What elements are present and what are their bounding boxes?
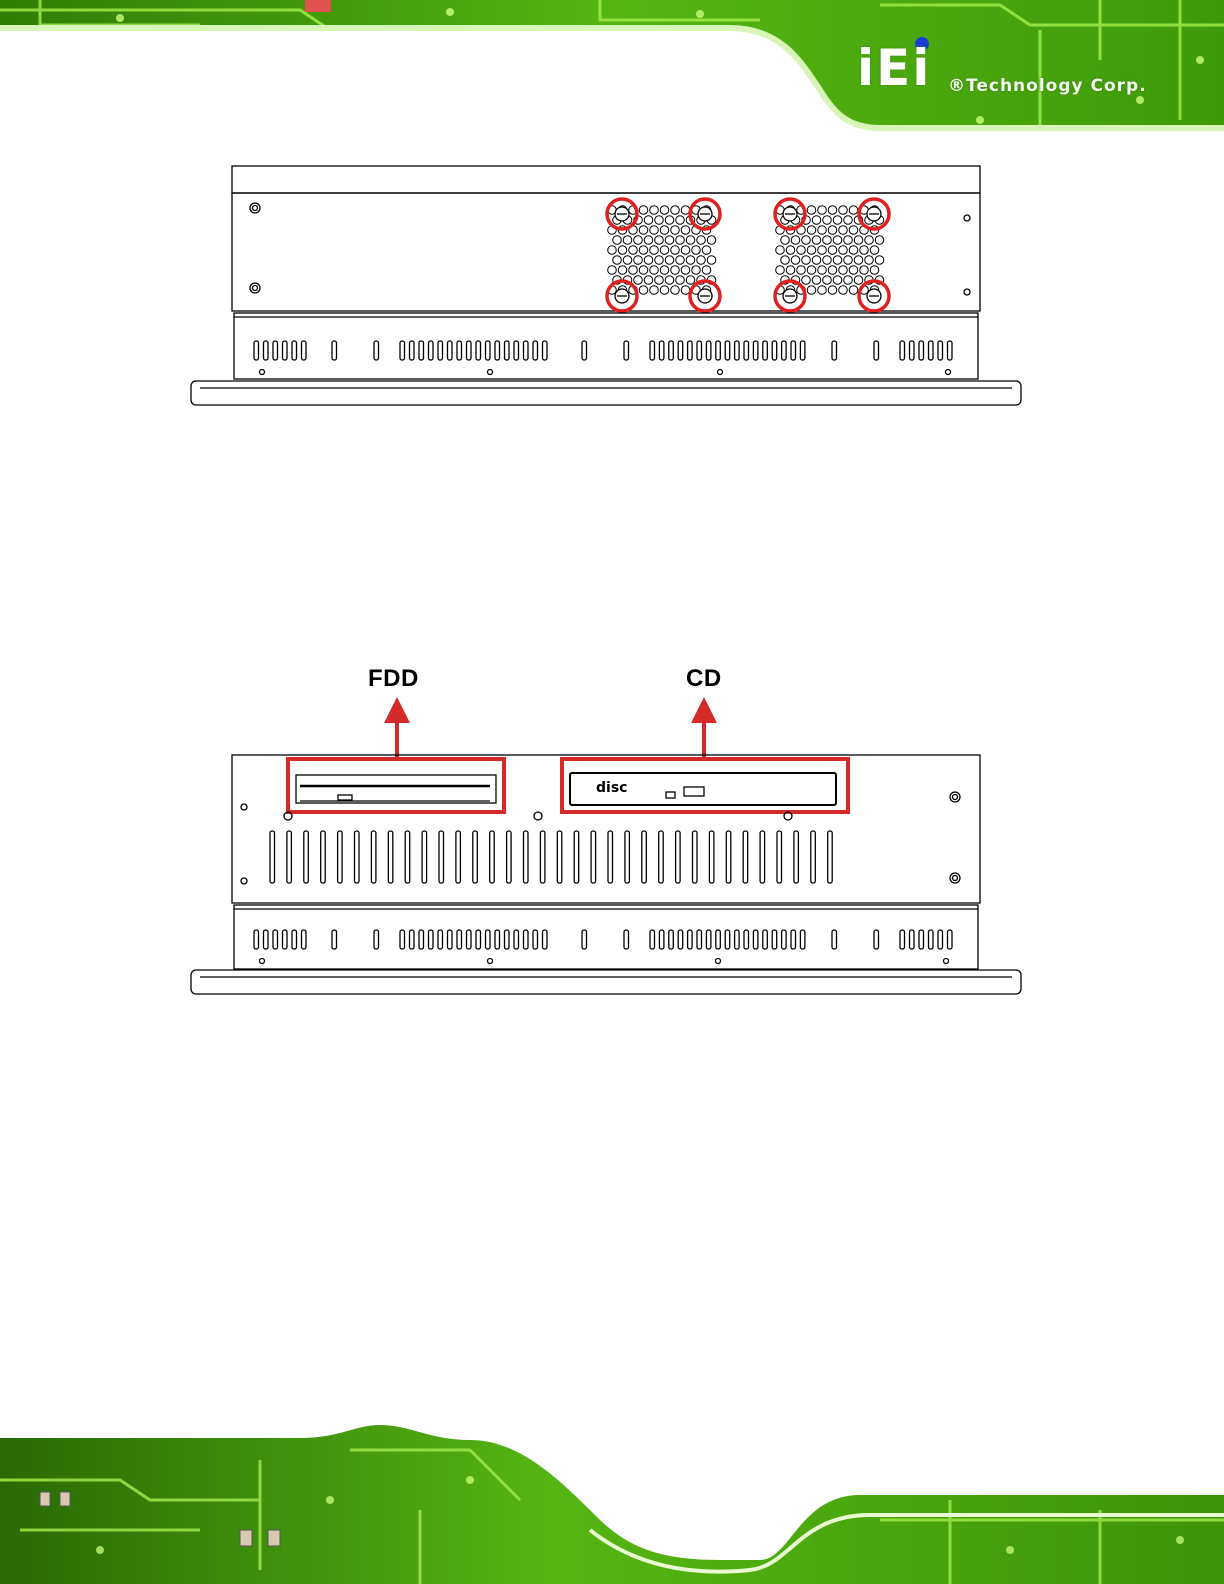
grille-hole	[639, 286, 648, 295]
vent-slot	[467, 341, 472, 360]
vent-slot	[832, 341, 837, 360]
vent-slot	[900, 341, 905, 360]
vent-slot	[505, 930, 510, 949]
grille-hole	[875, 256, 884, 265]
grille-hole	[812, 216, 821, 225]
vent-slot	[429, 341, 434, 360]
grille-hole	[665, 216, 674, 225]
vent-slot	[438, 930, 443, 949]
vent-slot	[735, 930, 740, 949]
vent-slot	[725, 930, 730, 949]
ventilation-slots	[254, 341, 952, 360]
grille-hole	[860, 266, 869, 275]
drive-bay-diagram	[190, 655, 1030, 1005]
grille-hole	[686, 236, 695, 245]
grille-hole	[692, 266, 701, 275]
bezel-side	[234, 313, 978, 379]
vent-slot	[910, 341, 915, 360]
vent-slot	[743, 831, 748, 883]
vent-slot	[678, 341, 683, 360]
grille-hole	[776, 266, 785, 275]
vent-slot	[302, 930, 307, 949]
vent-slot	[642, 831, 647, 883]
vent-slot	[490, 831, 495, 883]
vent-slot	[332, 930, 337, 949]
grille-hole	[818, 206, 827, 215]
grille-hole	[828, 286, 837, 295]
grille-hole	[818, 226, 827, 235]
grille-hole	[660, 206, 669, 215]
vent-slot	[760, 831, 765, 883]
vent-slot	[811, 831, 816, 883]
grille-hole	[818, 246, 827, 255]
vent-slot	[772, 930, 777, 949]
pcb-background	[0, 1420, 1224, 1584]
vent-slot	[486, 341, 491, 360]
grille-hole	[697, 256, 706, 265]
grille-hole	[849, 206, 858, 215]
grille-hole	[823, 256, 832, 265]
vent-slot	[624, 341, 629, 360]
cd-drive	[570, 773, 836, 805]
bezel-side	[234, 905, 978, 969]
vent-slot	[419, 341, 424, 360]
grille-hole	[849, 226, 858, 235]
vent-slot	[456, 831, 461, 883]
vent-slot	[524, 930, 529, 949]
callout-arrow-fdd	[384, 697, 410, 757]
grille-hole	[802, 256, 811, 265]
grille-hole	[854, 256, 863, 265]
vent-slot	[763, 930, 768, 949]
grille-hole	[676, 236, 685, 245]
grille-hole	[660, 286, 669, 295]
front-bezel	[191, 970, 1021, 994]
vent-slot	[782, 930, 787, 949]
grille-hole	[828, 226, 837, 235]
grille-hole	[844, 236, 853, 245]
grille-hole	[634, 276, 643, 285]
vent-slot	[929, 341, 934, 360]
vent-slot	[624, 930, 629, 949]
grille-hole	[639, 246, 648, 255]
grille-hole	[807, 226, 816, 235]
grille-hole	[702, 246, 711, 255]
vent-slot	[772, 341, 777, 360]
grille-hole	[671, 226, 680, 235]
vent-slot	[287, 831, 292, 883]
vent-slot	[693, 831, 698, 883]
grille-hole	[644, 216, 653, 225]
chassis-body	[232, 755, 980, 903]
grille-hole	[650, 266, 659, 275]
grille-hole	[623, 236, 632, 245]
vent-slot	[374, 341, 379, 360]
vent-slot	[355, 831, 360, 883]
grille-hole	[791, 256, 800, 265]
grille-hole	[802, 276, 811, 285]
ventilation-slots	[254, 930, 952, 949]
vent-slot	[273, 930, 278, 949]
grille-hole	[707, 256, 716, 265]
grille-hole	[807, 286, 816, 295]
grille-hole	[818, 286, 827, 295]
bottom-screws	[260, 370, 951, 375]
logo-tagline: ®Technology Corp.	[948, 76, 1147, 96]
vent-slot	[725, 341, 730, 360]
grille-hole	[833, 216, 842, 225]
vent-slot	[448, 930, 453, 949]
grille-hole	[833, 256, 842, 265]
vent-slot	[467, 930, 472, 949]
vent-slot	[273, 341, 278, 360]
grille-hole	[828, 246, 837, 255]
grille-hole	[823, 216, 832, 225]
vent-slot	[374, 930, 379, 949]
vent-slot	[582, 341, 587, 360]
logo-mark: iEi	[857, 39, 932, 97]
vent-slot	[400, 341, 405, 360]
grille-hole	[618, 246, 627, 255]
vent-slot	[264, 930, 269, 949]
vent-slot	[794, 831, 799, 883]
grille-hole	[839, 226, 848, 235]
vent-slot	[706, 930, 711, 949]
vent-slot	[938, 930, 943, 949]
vent-slot	[706, 341, 711, 360]
grille-hole	[671, 246, 680, 255]
grille-hole	[634, 236, 643, 245]
vent-slot	[777, 831, 782, 883]
grille-hole	[781, 256, 790, 265]
vent-slot	[938, 341, 943, 360]
bottom-screws	[260, 959, 949, 964]
grille-hole	[823, 276, 832, 285]
grille-hole	[692, 246, 701, 255]
grille-hole	[823, 236, 832, 245]
vent-slot	[828, 831, 833, 883]
grille-hole	[828, 266, 837, 275]
vent-slot	[591, 831, 596, 883]
vent-slot	[439, 831, 444, 883]
grille-hole	[613, 256, 622, 265]
vent-slot	[543, 341, 548, 360]
vent-slot	[688, 341, 693, 360]
footer-pcb-banner	[0, 1420, 1224, 1584]
vent-slot	[929, 930, 934, 949]
grille-hole	[660, 266, 669, 275]
vent-slot	[763, 341, 768, 360]
callout-label-cd: CD	[686, 665, 722, 692]
vent-slot	[410, 930, 415, 949]
grille-hole	[655, 256, 664, 265]
grille-hole	[849, 286, 858, 295]
grille-hole	[812, 276, 821, 285]
grille-hole	[681, 246, 690, 255]
grille-hole	[828, 206, 837, 215]
vent-slot	[608, 831, 613, 883]
grille-hole	[865, 236, 874, 245]
vent-slot	[735, 341, 740, 360]
vent-slot	[495, 341, 500, 360]
vent-slot	[791, 930, 796, 949]
grille-hole	[629, 266, 638, 275]
grille-hole	[676, 216, 685, 225]
vent-slot	[900, 930, 905, 949]
vent-slot	[476, 930, 481, 949]
vent-slot	[405, 831, 410, 883]
vent-slot	[753, 930, 758, 949]
vent-slot	[400, 930, 405, 949]
grille-hole	[671, 266, 680, 275]
vent-slot	[292, 930, 297, 949]
callout-arrow-cd	[691, 697, 717, 757]
grille-hole	[681, 286, 690, 295]
grille-hole	[807, 266, 816, 275]
vent-slot	[533, 341, 538, 360]
vent-slot	[514, 930, 519, 949]
vent-slot	[716, 341, 721, 360]
grille-hole	[676, 256, 685, 265]
top-lip	[232, 166, 980, 193]
vent-slot	[524, 341, 529, 360]
grille-hole	[608, 266, 617, 275]
grille-hole	[786, 266, 795, 275]
grille-hole	[844, 256, 853, 265]
vent-slot	[919, 341, 924, 360]
floppy-drive	[296, 775, 496, 803]
grille-hole	[812, 236, 821, 245]
grille-hole	[613, 236, 622, 245]
grille-hole	[818, 266, 827, 275]
vent-slot	[476, 341, 481, 360]
grille-hole	[791, 236, 800, 245]
vent-slot	[697, 341, 702, 360]
grille-hole	[707, 236, 716, 245]
grille-hole	[660, 246, 669, 255]
vent-slot	[321, 831, 326, 883]
grille-hole	[634, 256, 643, 265]
grille-hole	[629, 246, 638, 255]
vent-slot	[264, 341, 269, 360]
vent-slot	[709, 831, 714, 883]
vent-slot	[874, 930, 879, 949]
vent-slot	[697, 930, 702, 949]
grille-hole	[660, 226, 669, 235]
grille-hole	[681, 266, 690, 275]
vent-slot	[948, 341, 953, 360]
vent-slot	[744, 341, 749, 360]
vent-slot	[429, 930, 434, 949]
vent-slot	[676, 831, 681, 883]
vent-slot	[540, 831, 545, 883]
vent-slot	[283, 930, 288, 949]
vent-slot	[422, 831, 427, 883]
vent-slot	[514, 341, 519, 360]
grille-hole	[781, 236, 790, 245]
grille-hole	[665, 236, 674, 245]
vent-slot	[505, 341, 510, 360]
grille-hole	[839, 246, 848, 255]
grille-hole	[623, 256, 632, 265]
grille-hole	[639, 266, 648, 275]
vent-slot	[832, 930, 837, 949]
grille-hole	[839, 206, 848, 215]
grille-hole	[686, 256, 695, 265]
vent-slot	[669, 930, 674, 949]
vent-slot	[524, 831, 529, 883]
grille-hole	[833, 236, 842, 245]
grille-hole	[812, 256, 821, 265]
grille-hole	[618, 266, 627, 275]
disc-logo: disc	[596, 780, 628, 796]
grille-hole	[665, 256, 674, 265]
vent-slot	[659, 341, 664, 360]
vent-slot	[302, 341, 307, 360]
grille-hole	[644, 236, 653, 245]
vent-slot	[688, 930, 693, 949]
grille-hole	[644, 276, 653, 285]
grille-hole	[870, 246, 879, 255]
grille-hole	[776, 246, 785, 255]
vent-slot	[292, 341, 297, 360]
vent-slot	[332, 341, 337, 360]
vent-slot	[948, 930, 953, 949]
vertical-vent-slots	[270, 831, 832, 883]
grille-hole	[650, 246, 659, 255]
vent-slot	[800, 341, 805, 360]
vent-slot	[782, 341, 787, 360]
vent-slot	[486, 930, 491, 949]
grille-hole	[650, 286, 659, 295]
grille-hole	[860, 246, 869, 255]
vent-slot	[582, 930, 587, 949]
vent-slot	[338, 831, 343, 883]
vent-slot	[283, 341, 288, 360]
grille-hole	[786, 246, 795, 255]
vent-slot	[495, 930, 500, 949]
vent-slot	[574, 831, 579, 883]
grille-hole	[839, 266, 848, 275]
grille-hole	[833, 276, 842, 285]
grille-hole	[854, 236, 863, 245]
vent-slot	[438, 341, 443, 360]
grille-hole	[797, 266, 806, 275]
vent-slot	[557, 831, 562, 883]
vent-slot	[659, 930, 664, 949]
grille-hole	[655, 276, 664, 285]
vent-slot	[457, 341, 462, 360]
grille-hole	[702, 266, 711, 275]
vent-slot	[659, 831, 664, 883]
vent-slot	[744, 930, 749, 949]
grille-hole	[875, 236, 884, 245]
grille-hole	[807, 206, 816, 215]
vent-slot	[410, 341, 415, 360]
vent-slot	[371, 831, 376, 883]
vent-slot	[874, 341, 879, 360]
vent-slot	[726, 831, 731, 883]
vent-slot	[910, 930, 915, 949]
vent-slot	[800, 930, 805, 949]
grille-hole	[650, 206, 659, 215]
vent-slot	[304, 831, 309, 883]
vent-slot	[753, 341, 758, 360]
vent-slot	[543, 930, 548, 949]
grille-hole	[655, 236, 664, 245]
grille-hole	[797, 246, 806, 255]
grille-hole	[639, 206, 648, 215]
vent-slot	[388, 831, 393, 883]
pcb-background	[0, 0, 1224, 145]
vent-slot	[791, 341, 796, 360]
vent-slot	[716, 930, 721, 949]
grille-hole	[676, 276, 685, 285]
vent-slot	[419, 930, 424, 949]
grille-hole	[865, 256, 874, 265]
grille-hole	[644, 256, 653, 265]
grille-hole	[686, 276, 695, 285]
grille-hole	[671, 286, 680, 295]
grille-hole	[697, 236, 706, 245]
vent-slot	[448, 341, 453, 360]
grille-hole	[849, 266, 858, 275]
callout-label-fdd: FDD	[368, 665, 419, 692]
vent-slot	[270, 831, 275, 883]
grille-hole	[608, 246, 617, 255]
front-bezel	[191, 381, 1021, 405]
vent-slot	[254, 341, 259, 360]
header-pcb-banner	[0, 0, 1224, 145]
vent-slot	[650, 341, 655, 360]
grille-hole	[802, 236, 811, 245]
grille-hole	[639, 226, 648, 235]
grille-hole	[681, 226, 690, 235]
grille-hole	[655, 216, 664, 225]
grille-hole	[854, 276, 863, 285]
grille-hole	[844, 276, 853, 285]
grille-hole	[849, 246, 858, 255]
grille-hole	[870, 266, 879, 275]
vent-slot	[533, 930, 538, 949]
panel-top-view-diagram	[190, 163, 1030, 413]
vent-slot	[669, 341, 674, 360]
grille-hole	[807, 246, 816, 255]
grille-hole	[671, 206, 680, 215]
vent-slot	[678, 930, 683, 949]
grille-hole	[665, 276, 674, 285]
vent-slot	[457, 930, 462, 949]
vent-slot	[507, 831, 512, 883]
vent-slot	[625, 831, 630, 883]
vent-slot	[254, 930, 259, 949]
grille-hole	[844, 216, 853, 225]
grille-hole	[839, 286, 848, 295]
vent-slot	[650, 930, 655, 949]
grille-hole	[650, 226, 659, 235]
vent-slot	[473, 831, 478, 883]
vent-slot	[919, 930, 924, 949]
